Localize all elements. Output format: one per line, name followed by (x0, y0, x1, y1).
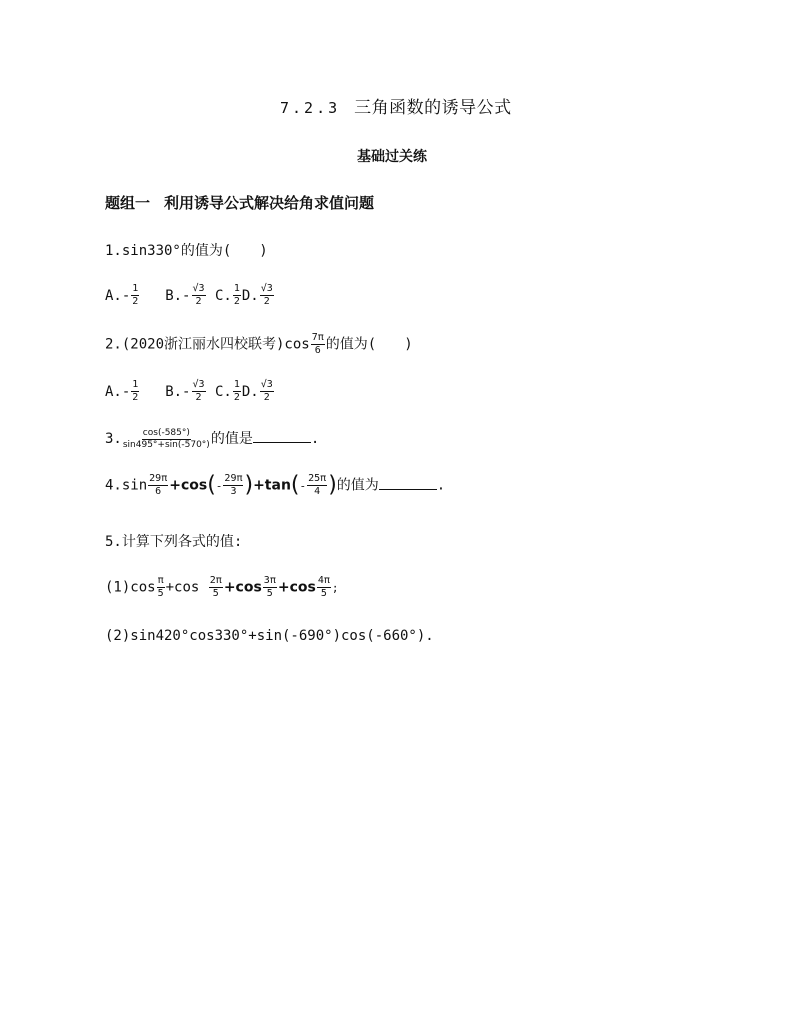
option-c: C. $\frac{1}{2}$ (214, 379, 240, 403)
question-5-part-1: (1)cos $\frac{\pi}{5}$ +cos $\frac{2\pi}{5}$ +cos $\frac{3\pi}{5}$ +cos $\frac{4\pi}{5}$ ; (105, 575, 339, 599)
question-5-part-2: (2)sin420°cos330°+sin(-690°)cos(-660°). (105, 628, 434, 644)
answer-blank[interactable] (253, 430, 311, 443)
option-a: A.- $\frac{1}{2}$ (105, 283, 139, 307)
page-title (280, 93, 512, 118)
section-label: 题组一 (105, 194, 151, 212)
option-c: C. $\frac{1}{2}$ (214, 283, 240, 307)
question-4: 4.sin $\frac{29\pi}{6}$ +cos(- $\frac{29\pi}{3}$ )+tan(- $\frac{25\pi}{4}$ )的值为 . (105, 472, 446, 498)
section-number: 7.2.3 (280, 99, 341, 117)
section-title: 三角函数的诱导公式 (354, 98, 512, 118)
option-a: A.- $\frac{1}{2}$ (105, 379, 139, 403)
answer-blank[interactable] (379, 477, 437, 490)
section-topic: 利用诱导公式解决给角求值问题 (164, 194, 375, 212)
question-1-options (105, 284, 275, 307)
question-5-stem: 5.计算下列各式的值: (105, 534, 243, 550)
question-2-stem: 2.(2020浙江丽水四校联考)cos $\frac{7\pi}{6}$ 的值为( ) (105, 332, 413, 356)
option-b: B.- $\frac{√3}{2}$ (165, 379, 205, 403)
subtitle: 基础过关练 (357, 149, 427, 165)
option-b: B.- $\frac{√3}{2}$ (165, 283, 205, 307)
option-d: D. $\frac{√3}{2}$ (241, 379, 273, 403)
option-d: D. $\frac{√3}{2}$ (241, 283, 273, 307)
question-2-options (105, 380, 275, 403)
section-heading (105, 192, 374, 213)
question-3: 3. $\frac{\cos(-585^\circ)}{\sin 495^\circ+\sin(-570^\circ)}$ 的值是 . (105, 427, 320, 450)
question-1-stem: 1.sin330°的值为( ) (105, 243, 268, 259)
